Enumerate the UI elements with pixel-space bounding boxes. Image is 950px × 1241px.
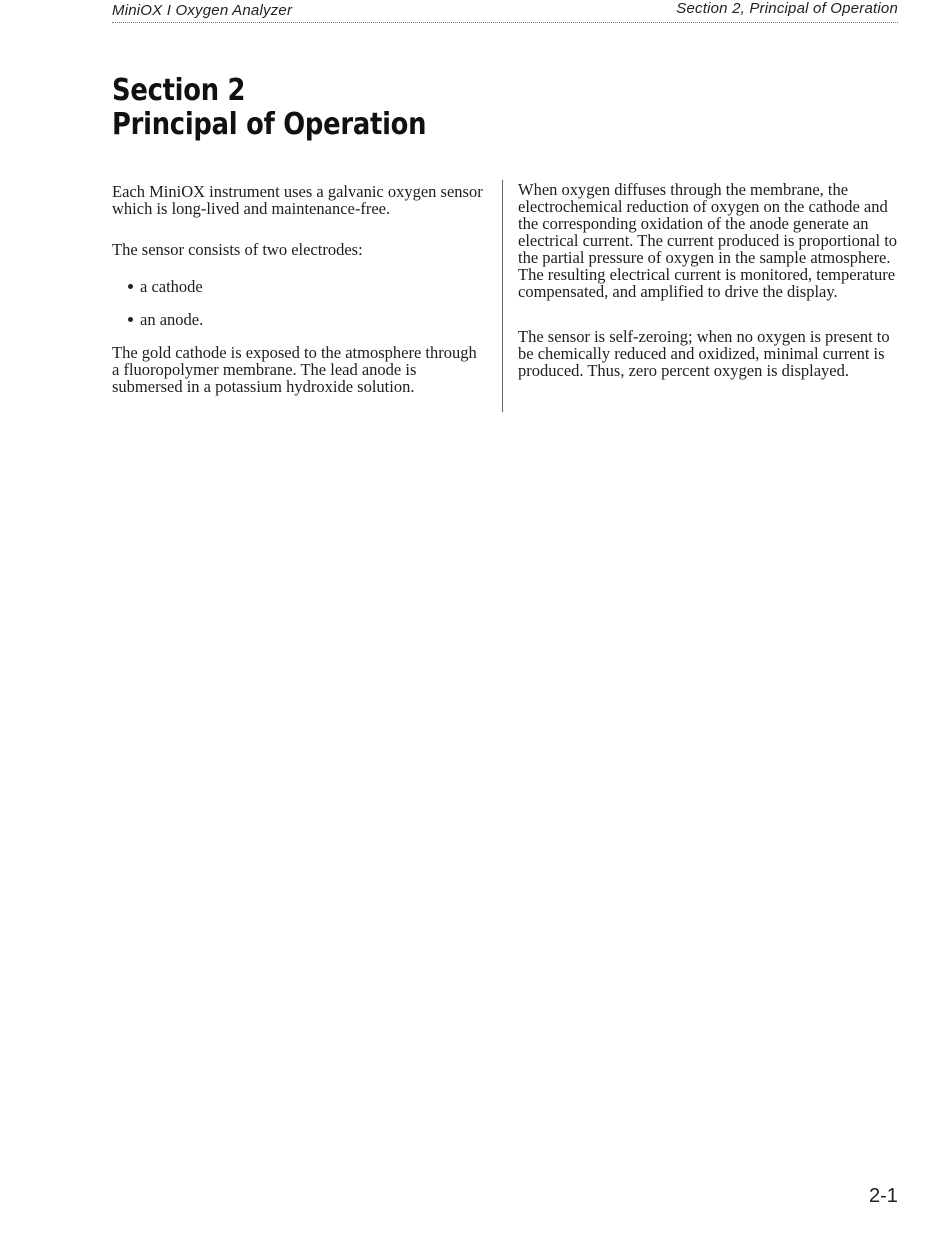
bullet-icon	[128, 284, 133, 289]
paragraph-cathode-anode: The gold cathode is exposed to the atmosphere through a fluoropolymer membrane. The lead anode is submersed in a potassium hydroxide solution.	[112, 343, 477, 396]
paragraph-self-zeroing: The sensor is self-zeroing; when no oxygen is present to be chemically reduced and oxidized, minimal current is produced. Thus, zero percent oxygen is displayed.	[518, 327, 890, 380]
list-item-text: a cathode	[140, 277, 203, 296]
page-title	[112, 74, 426, 142]
title-section-name: Principal of Operation	[112, 107, 427, 142]
title-section-number: Section 2	[112, 73, 246, 108]
paragraph-electrodes: The sensor consists of two electrodes:	[112, 240, 363, 259]
list-item	[140, 311, 487, 328]
header-section-title: Section 2, Principal of Operation	[676, 0, 898, 17]
column-divider	[502, 180, 503, 412]
header-document-title: MiniOX I Oxygen Analyzer	[112, 2, 293, 19]
running-header	[112, 0, 898, 23]
paragraph-oxygen-diffusion: When oxygen diffuses through the membrane, the electrochemical reduction of oxygen on the cathode and the corresponding oxidation of the anode generate an electrical current. The current produced is proportional to the partial pressure of oxygen in the sample atmosphere. The resulting electrical current is monitored, temperature compensated, and amplified to drive the display.	[518, 180, 898, 301]
list-item-text: an anode.	[140, 310, 204, 329]
left-column	[112, 181, 487, 395]
right-column	[518, 181, 900, 379]
bullet-icon	[128, 317, 133, 322]
paragraph-sensor-intro: Each MiniOX instrument uses a galvanic oxygen sensor which is long-lived and maintenance-free.	[112, 182, 483, 218]
electrode-list	[112, 278, 487, 328]
list-item	[140, 278, 487, 295]
page-number: 2-1	[869, 1185, 898, 1207]
